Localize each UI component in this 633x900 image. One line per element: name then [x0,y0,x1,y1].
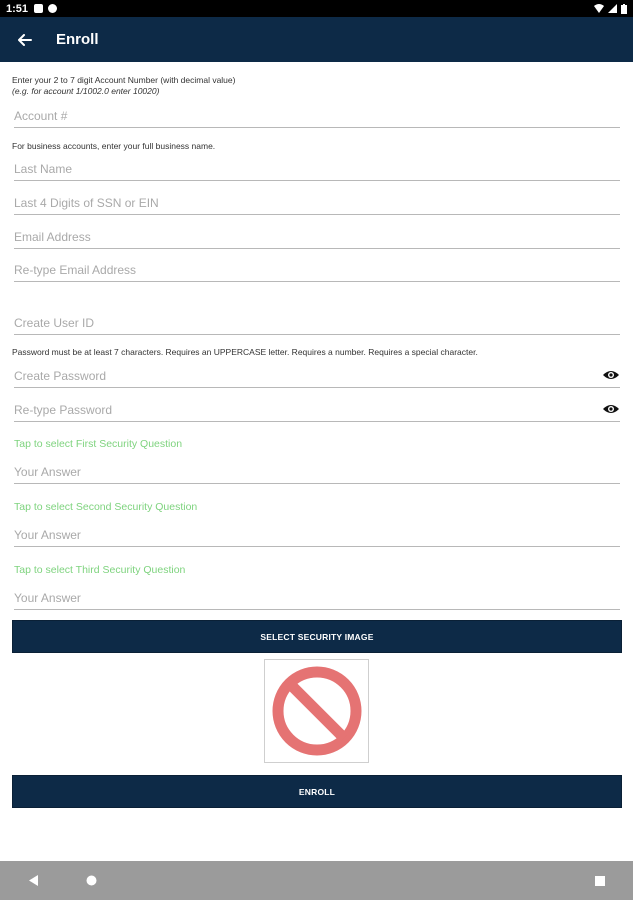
ssn-field[interactable] [14,191,620,215]
nav-home-button[interactable] [66,861,116,900]
security-answer-1-field[interactable] [14,460,620,484]
enroll-button[interactable]: ENROLL [12,775,622,808]
sim-icon [34,4,43,13]
signal-icon [608,4,617,13]
password-retype-field[interactable] [14,398,620,422]
business-hint: For business accounts, enter your full business name. [12,141,216,151]
email-input[interactable] [14,230,620,244]
battery-icon [621,4,627,14]
password-retype-input[interactable] [14,403,620,417]
page-title: Enroll [56,31,99,48]
security-answer-3-field[interactable] [14,586,620,610]
last-name-field[interactable] [14,157,620,181]
ssn-input[interactable] [14,196,620,210]
security-question-3-selector[interactable]: Tap to select Third Security Question [14,564,186,576]
no-sign-icon [270,664,364,758]
status-bar [0,0,633,17]
circle-home-icon [86,875,97,886]
security-question-1-selector[interactable]: Tap to select First Security Question [14,438,183,450]
navigation-bar [0,861,633,900]
back-button[interactable] [0,17,50,62]
email-retype-field[interactable] [14,258,620,282]
user-id-field[interactable] [14,311,620,335]
status-time: 1:51 [6,2,29,15]
security-answer-3-input[interactable] [14,591,620,605]
last-name-input[interactable] [14,162,620,176]
account-example: (e.g. for account 1/1002.0 enter 10020) [12,86,160,96]
nav-back-button[interactable] [9,861,59,900]
password-field[interactable] [14,364,620,388]
email-field[interactable] [14,225,620,249]
email-retype-input[interactable] [14,263,620,277]
triangle-back-icon [29,875,39,886]
select-security-image-button[interactable]: SELECT SECURITY IMAGE [12,620,622,653]
security-answer-2-input[interactable] [14,528,620,542]
notification-icon [48,4,57,13]
account-number-input[interactable] [14,109,620,123]
eye-icon[interactable] [602,402,620,416]
eye-icon[interactable] [602,368,620,382]
user-id-input[interactable] [14,316,620,330]
security-image[interactable] [264,659,369,763]
nav-recents-button[interactable] [575,861,625,900]
wifi-icon [594,4,604,13]
security-answer-1-input[interactable] [14,465,620,479]
account-number-field[interactable] [14,104,620,128]
security-answer-2-field[interactable] [14,523,620,547]
password-input[interactable] [14,369,620,383]
app-bar [0,17,633,62]
arrow-left-icon [18,34,32,46]
security-question-2-selector[interactable]: Tap to select Second Security Question [14,501,198,513]
password-hint: Password must be at least 7 characters. Requires an UPPERCASE letter. Requires a number. Requires a special character. [12,347,478,357]
square-recents-icon [595,876,605,886]
account-hint: Enter your 2 to 7 digit Account Number (with decimal value) [12,75,236,85]
